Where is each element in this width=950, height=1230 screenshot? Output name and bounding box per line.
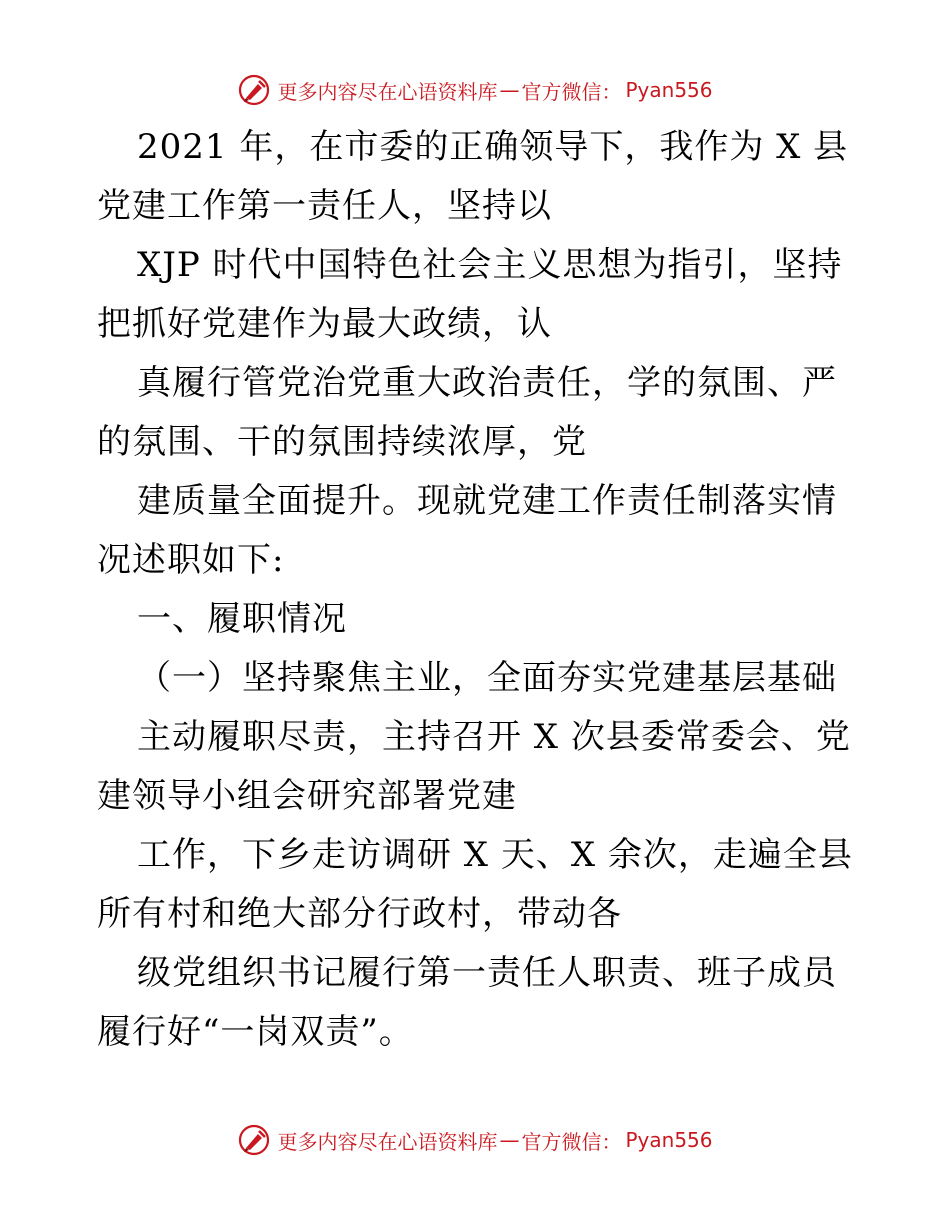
banner-main-text: 更多内容尽在心语资料库 bbox=[277, 79, 498, 104]
banner-wechat-label: 官方微信： bbox=[521, 1129, 622, 1154]
paragraph-3: 真履行管党治党重大政治责任，学的氛围、严的氛围、干的氛围持续浓厚，党 bbox=[97, 363, 837, 462]
banner-wechat-id: Pyan556 bbox=[625, 1128, 713, 1152]
paragraph-6: 工作，下乡走访调研 X 天、X 余次，走遍全县所有村和绝大部分行政村，带动各 bbox=[97, 835, 853, 934]
paragraph-2: XJP 时代中国特色社会主义思想为指引，坚持把抓好党建作为最大政绩，认 bbox=[97, 245, 843, 344]
banner-dash: — bbox=[499, 78, 520, 102]
paragraph-7: 级党组织书记履行第一责任人职责、班子成员履行好“一岗双责”。 bbox=[97, 953, 837, 1052]
pen-logo-icon bbox=[237, 1123, 271, 1157]
section-heading: 一、履职情况 bbox=[137, 599, 347, 639]
paragraph-5: 主动履职尽责，主持召开 X 次县委常委会、党建领导小组会研究部署党建 bbox=[97, 717, 851, 816]
pen-logo-icon bbox=[237, 73, 271, 107]
subsection-heading: （一）坚持聚焦主业，全面夯实党建基层基础 bbox=[137, 658, 837, 698]
paragraph-1: 2021 年，在市委的正确领导下，我作为 X 县党建工作第一责任人，坚持以 bbox=[97, 127, 849, 226]
banner-wechat-id: Pyan556 bbox=[625, 78, 713, 102]
paragraph-4: 建质量全面提升。现就党建工作责任制落实情况述职如下: bbox=[97, 481, 837, 580]
banner-wechat-label: 官方微信： bbox=[521, 79, 622, 104]
banner-main-text: 更多内容尽在心语资料库 bbox=[277, 1129, 498, 1154]
header-banner bbox=[0, 70, 950, 110]
footer-banner bbox=[0, 1120, 950, 1160]
banner-dash: — bbox=[499, 1128, 520, 1152]
body-text bbox=[97, 118, 857, 1062]
